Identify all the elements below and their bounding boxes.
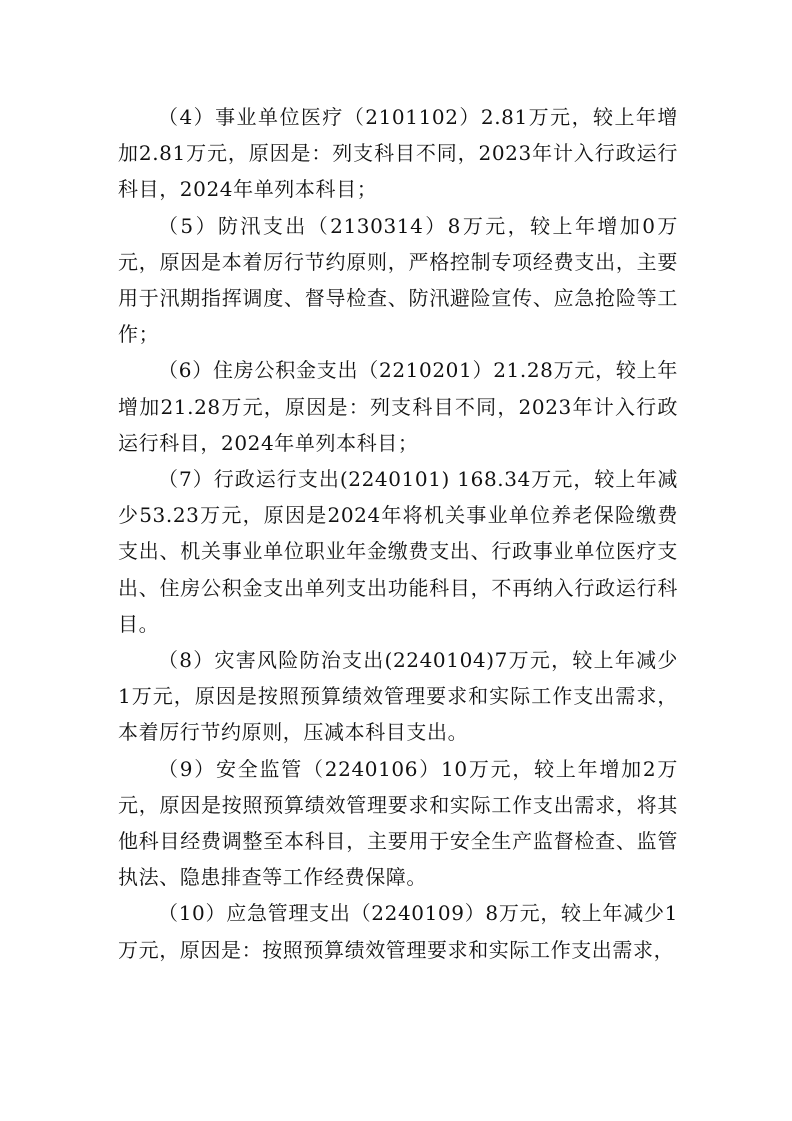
paragraph-item-9: （9）安全监管（2240106）10万元，较上年增加2万元，原因是按照预算绩效管理要求和实际工作支出需求，将其他科目经费调整至本科目，主要用于安全生产监督检查、监管执法、隐患排查等工作经费保障。 — [118, 756, 678, 890]
paragraph-item-10: （10）应急管理支出（2240109）8万元，较上年减少1万元，原因是：按照预算绩效管理要求和实际工作支出需求， — [118, 901, 678, 962]
paragraph-item-8: （8）灾害风险防治支出(2240104)7万元，较上年减少1万元，原因是按照预算绩效管理要求和实际工作支出需求，本着厉行节约原则，压减本科目支出。 — [118, 648, 678, 745]
paragraph-item-5: （5）防汛支出（2130314）8万元，较上年增加0万元，原因是本着厉行节约原则，严格控制专项经费支出，主要用于汛期指挥调度、督导检查、防汛避险宣传、应急抢险等工作； — [118, 213, 678, 347]
paragraph-item-4: （4）事业单位医疗（2101102）2.81万元，较上年增加2.81万元，原因是：列支科目不同，2023年计入行政运行科目，2024年单列本科目； — [118, 105, 678, 202]
paragraph-item-7: （7）行政运行支出(2240101) 168.34万元，较上年减少53.23万元，原因是2024年将机关事业单位养老保险缴费支出、机关事业单位职业年金缴费支出、行政事业单位医疗支出、住房公积金支出单列支出功能科目，不再纳入行政运行科目。 — [118, 467, 678, 636]
document-body — [118, 99, 678, 968]
paragraph-item-6: （6）住房公积金支出（2210201）21.28万元，较上年增加21.28万元，原因是：列支科目不同，2023年计入行政运行科目，2024年单列本科目； — [118, 358, 678, 455]
